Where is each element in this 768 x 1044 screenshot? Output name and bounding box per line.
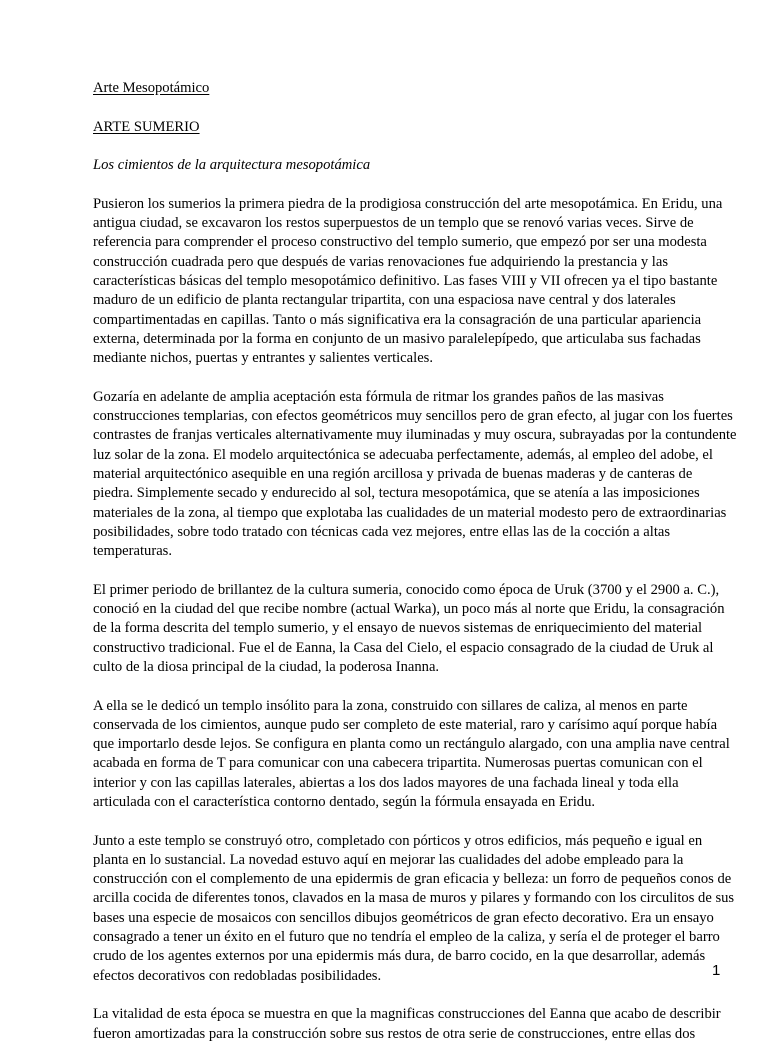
paragraph-line: articulada con el característica contorno dentado, según la fórmula ensayada en Eridu. — [93, 793, 596, 810]
paragraph-line: interior y con las capillas laterales, abiertas a los dos lados mayores de una fachada lineal y toda ella — [93, 774, 679, 791]
paragraph — [93, 1005, 721, 1044]
spacer — [93, 137, 718, 156]
paragraph-line: El primer periodo de brillantez de la cultura sumeria, conocido como época de Uruk (3700 y el 2900 a. C.), — [93, 581, 720, 598]
paragraph-line: construcción cuadrada pero que después de varias renovaciones fue adquiriendo la prestancia y las — [93, 253, 668, 270]
paragraph-line: consagrado a tener un éxito en el futuro que no tendría el empleo de la caliza, y sería el de proteger el barro — [93, 929, 720, 946]
paragraph — [93, 388, 737, 562]
paragraph-line: posibilidades, sobre todo tratado con técnicas cada vez mejores, entre ellas las de la cocción a altas — [93, 523, 671, 540]
spacer — [93, 561, 718, 580]
paragraph — [93, 581, 725, 677]
document-body — [93, 79, 737, 1044]
paragraph-line: materiales de la zona, al tiempo que explotaba las cualidades de un material modesto pero de extraordinarias — [93, 504, 727, 521]
paragraph-line: conservada de los cimientos, aunque pudo ser completo de este material, raro y carísimo aquí porque había — [93, 716, 718, 733]
paragraph-line: material arquitectónico asequible en una región arcillosa y privada de buenas maderas y de canteras de — [93, 465, 693, 482]
paragraph-line: referencia para comprender el proceso constructivo del templo sumerio, que empezó por ser una modesta — [93, 234, 707, 251]
paragraph-line: temperaturas. — [93, 543, 173, 560]
paragraph-line: fueron amortizadas para la construcción sobre sus restos de otra serie de construcciones, entre ellas dos — [93, 1025, 696, 1042]
paragraph-line: maduro de un edificio de planta rectangular tripartita, con una espaciosa nave central y dos laterales — [93, 292, 676, 309]
paragraph — [93, 195, 723, 369]
paragraph-line: características básicas del templo mesopotámico definitivo. Las fases VIII y VII ofrecen ya el tipo bastante — [93, 272, 718, 289]
paragraph-line: culto de la diosa principal de la ciudad, la poderosa Inanna. — [93, 658, 440, 675]
paragraph-line: compartimentadas en capillas. Tanto o más significativa era la consagración de una particular apariencia — [93, 311, 702, 328]
paragraph-line: externa, determinada por la forma en conjunto de un masivo paralelepípedo, que articulaba sus fachadas — [93, 330, 701, 347]
paragraph-line: La vitalidad de esta época se muestra en que la magnificas construcciones del Eanna que acabo de describir — [93, 1006, 721, 1023]
spacer — [93, 986, 718, 1005]
paragraphs-container — [93, 195, 737, 1044]
paragraph-line: de la forma descrita del templo sumerio, y el ensayo de nuevos sistemas de enriquecimiento del material — [93, 620, 703, 637]
paragraph-line: Pusieron los sumerios la primera piedra de la prodigiosa construcción del arte mesopotámica. En Eridu, una — [93, 195, 723, 212]
paragraph-line: crudo de los agentes externos por una epidermis más dura, de barro cocido, en la que desarrollar, además — [93, 948, 706, 965]
spacer — [93, 677, 718, 696]
spacer — [93, 175, 718, 194]
paragraph-line: luz solar de la zona. El modelo arquitectónica se adecuaba perfectamente, además, al empleo del adobe, el — [93, 446, 713, 463]
paragraph-line: efectos decorativos con redobladas posibilidades. — [93, 967, 382, 984]
paragraph-line: constructivo tradicional. Fue el de Eanna, la Casa del Cielo, el espacio consagrado de la ciudad de Uruk al — [93, 639, 714, 656]
paragraph-line: acabada en forma de T para comunicar con una cabecera tripartita. Numerosas puertas comunican con el — [93, 755, 703, 772]
section-title: ARTE SUMERIO — [93, 118, 200, 135]
spacer — [93, 812, 718, 831]
paragraph — [93, 697, 730, 813]
paragraph-line: contrastes de franjas verticales alternativamente muy iluminadas y muy oscura, subrayadas por la contundente — [93, 427, 737, 444]
paragraph-line: antigua ciudad, se excavaron los restos superpuestos de un templo que se renovó varias veces. Sirve de — [93, 215, 694, 232]
spacer — [93, 98, 718, 117]
paragraph-line: conoció en la ciudad del que recibe nombre (actual Warka), un poco más al norte que Eridu, la consagración — [93, 601, 725, 618]
paragraph-line: piedra. Simplemente secado y endurecido al sol, tectura mesopotámica, que se atenía a las imposiciones — [93, 485, 700, 502]
paragraph-line: Junto a este templo se construyó otro, completado con pórticos y otros edificios, más pequeño e igual en — [93, 832, 703, 849]
paragraph — [93, 832, 735, 986]
paragraph-line: construcciones templarias, con efectos geométricos muy sencillos pero de gran efecto, al jugar con los fuertes — [93, 408, 733, 425]
paragraph-line: planta en lo sustancial. La novedad estuvo aquí en mejorar las cualidades del adobe empleado para la — [93, 851, 684, 868]
paragraph-line: A ella se le dedicó un templo insólito para la zona, construido con sillares de caliza, al menos en parte — [93, 697, 688, 714]
page-number: 1 — [712, 962, 721, 979]
paragraph-line: construcción con el complemento de una epidermis de gran eficacia y belleza: un forro de pequeños conos de — [93, 871, 732, 888]
paragraph-line: que importarlo desde lejos. Se configura en planta como un rectángulo alargado, con una amplia nave central — [93, 736, 730, 753]
document-title: Arte Mesopotámico — [93, 80, 210, 96]
paragraph-line: mediante nichos, puertas y entrantes y salientes verticales. — [93, 350, 433, 367]
spacer — [93, 368, 718, 387]
paragraph-line: Gozaría en adelante de amplia aceptación esta fórmula de ritmar los grandes paños de las masivas — [93, 388, 664, 405]
section-subtitle: Los cimientos de la arquitectura mesopotámica — [93, 157, 371, 174]
paragraph-line: arcilla cocida de diferentes tonos, clavados en la masa de muros y pilares y formando con los circulitos de sus — [93, 890, 735, 907]
paragraph-line: bases una especie de mosaicos con sencillos dibujos geométricos de gran efecto decorativo. Era un ensayo — [93, 909, 714, 926]
